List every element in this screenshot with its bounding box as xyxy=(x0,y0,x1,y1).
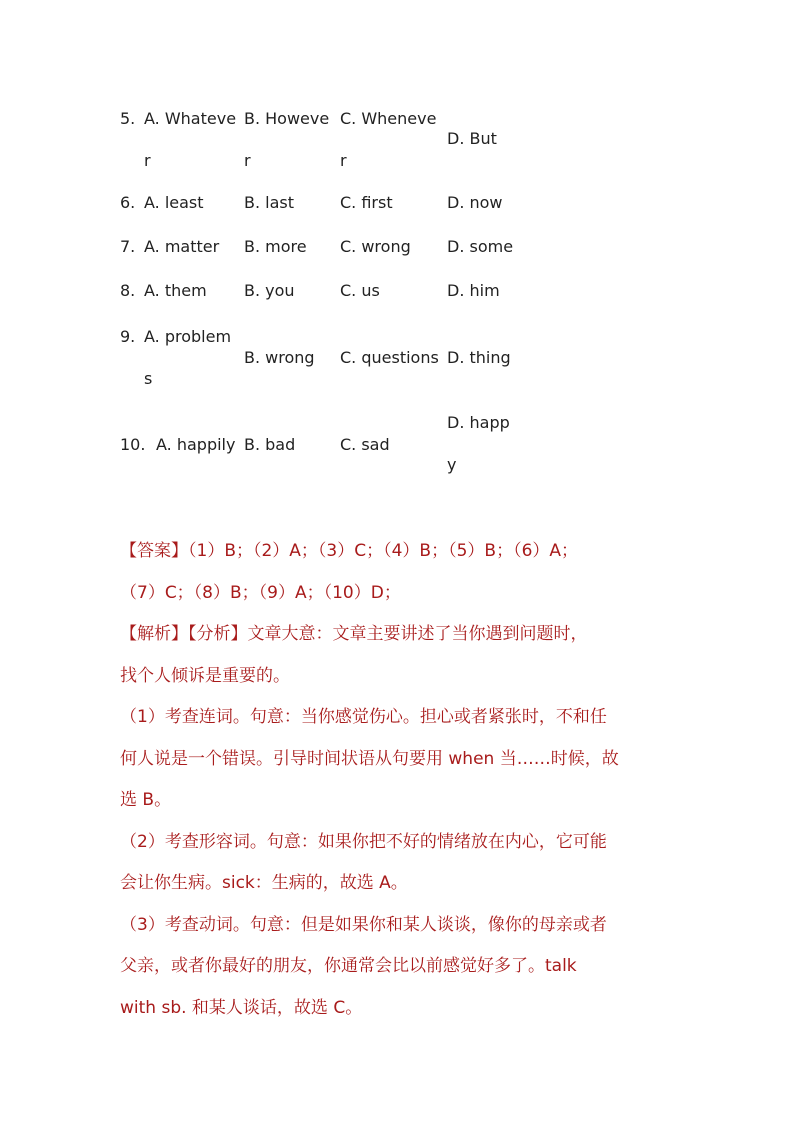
question-row-6 xyxy=(120,184,540,228)
analysis-line: 会让你生病。sick：生病的，故选 A。 xyxy=(120,873,408,893)
analysis-line: （3）考查动词。句意：但是如果你和某人谈谈，像你的母亲或者 xyxy=(120,914,607,935)
analysis-line: （1）考查连词。句意：当你感觉伤心。担心或者紧张时，不和任 xyxy=(120,707,607,727)
question-number: 9. xyxy=(120,327,136,346)
option-a: A. matter xyxy=(144,237,220,256)
analysis-line: 选 B。 xyxy=(120,790,172,810)
option-a: A. Whateve r xyxy=(144,109,237,170)
analysis-line: 何人说是一个错误。引导时间状语从句要用 when 当……时候，故 xyxy=(120,748,619,769)
question-number: 5. xyxy=(120,109,136,128)
option-d: D. some xyxy=(447,237,514,256)
option-d: D. But xyxy=(447,129,497,148)
option-c: C. questions xyxy=(340,348,439,367)
option-d: D. now xyxy=(447,193,503,212)
answer-line: 【答案】（1）B；（2）A；（3）C；（4）B；（5）B；（6）A； xyxy=(120,541,579,561)
analysis-line: 【解析】【分析】文章大意：文章主要讲述了当你遇到问题时， xyxy=(120,624,588,644)
option-b: B. last xyxy=(244,193,295,212)
option-a: A. problem s xyxy=(144,327,232,388)
question-row-8 xyxy=(120,272,540,316)
analysis-line: 父亲，或者你最好的朋友，你通常会比以前感觉好多了。talk xyxy=(120,956,577,976)
option-c: C. sad xyxy=(340,435,390,454)
answer-line: （7）C；（8）B；（9）A；（10）D； xyxy=(120,582,401,603)
question-row-9 xyxy=(120,316,540,402)
option-b: B. more xyxy=(244,237,307,256)
question-row-5 xyxy=(120,98,540,184)
option-b: B. wrong xyxy=(244,348,315,367)
question-number: 7. xyxy=(120,237,136,256)
question-number: 10. xyxy=(120,435,146,454)
option-d: D. happ y xyxy=(447,413,510,474)
option-d: D. him xyxy=(447,281,500,300)
option-a: A. least xyxy=(144,193,204,212)
question-number: 8. xyxy=(120,281,136,300)
option-b: B. Howeve r xyxy=(244,109,330,170)
option-c: C. first xyxy=(340,193,393,212)
option-c: C. wrong xyxy=(340,237,411,256)
options-table xyxy=(120,98,540,488)
option-c: C. us xyxy=(340,281,380,300)
option-c: C. Wheneve r xyxy=(340,109,437,170)
analysis-line: 找个人倾诉是重要的。 xyxy=(120,665,290,686)
option-b: B. you xyxy=(244,281,295,300)
option-a: A. happily xyxy=(156,435,236,454)
option-a: A. them xyxy=(144,281,207,300)
question-row-10 xyxy=(120,402,540,488)
question-row-7 xyxy=(120,228,540,272)
analysis-line: with sb. 和某人谈话，故选 C。 xyxy=(120,997,363,1018)
option-d: D. thing xyxy=(447,348,511,367)
answer-section xyxy=(120,531,690,1029)
question-number: 6. xyxy=(120,193,136,212)
analysis-line: （2）考查形容词。句意：如果你把不好的情绪放在内心，它可能 xyxy=(120,831,607,852)
option-b: B. bad xyxy=(244,435,296,454)
